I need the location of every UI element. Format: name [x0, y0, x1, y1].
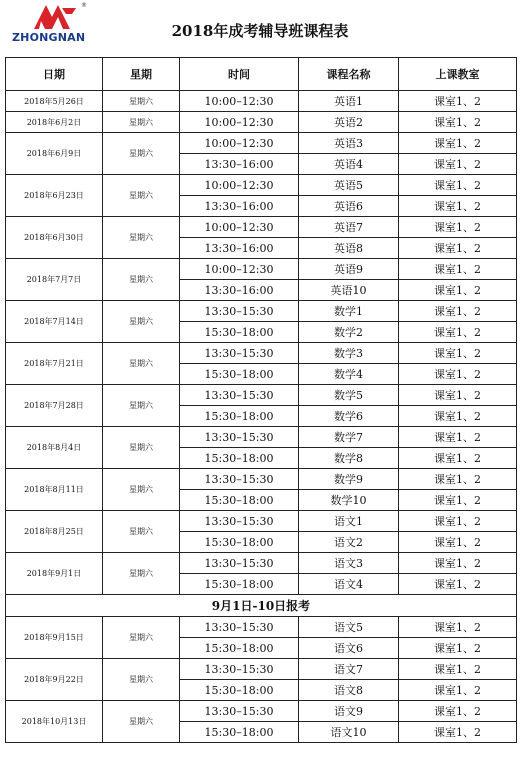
- time-cell: 13:30–16:00: [180, 280, 299, 301]
- time-cell: 13:30–15:30: [180, 553, 299, 574]
- table-row: [6, 469, 517, 490]
- course-cell: 语文3: [299, 553, 399, 574]
- time-cell: 13:30–15:30: [180, 701, 299, 722]
- room-cell: 课室1、2: [399, 154, 517, 175]
- room-cell: 课室1、2: [399, 659, 517, 680]
- course-cell: 数学2: [299, 322, 399, 343]
- weekday-cell: 星期六: [103, 217, 180, 259]
- time-cell: 15:30–18:00: [180, 722, 299, 743]
- time-cell: 10:00–12:30: [180, 175, 299, 196]
- course-cell: 语文5: [299, 617, 399, 638]
- weekday-cell: 星期六: [103, 385, 180, 427]
- course-cell: 语文4: [299, 574, 399, 595]
- date-cell: 2018年9月1日: [6, 553, 103, 595]
- weekday-cell: 星期六: [103, 511, 180, 553]
- time-cell: 15:30–18:00: [180, 364, 299, 385]
- date-cell: 2018年7月7日: [6, 259, 103, 301]
- course-cell: 英语1: [299, 91, 399, 112]
- date-cell: 2018年7月14日: [6, 301, 103, 343]
- time-cell: 13:30–15:30: [180, 659, 299, 680]
- course-cell: 英语8: [299, 238, 399, 259]
- header-time: 时间: [180, 58, 299, 91]
- room-cell: 课室1、2: [399, 574, 517, 595]
- room-cell: 课室1、2: [399, 532, 517, 553]
- weekday-cell: 星期六: [103, 343, 180, 385]
- time-cell: 10:00–12:30: [180, 112, 299, 133]
- room-cell: 课室1、2: [399, 112, 517, 133]
- table-row: [6, 385, 517, 406]
- room-cell: 课室1、2: [399, 469, 517, 490]
- schedule-table: [5, 57, 517, 743]
- room-cell: 课室1、2: [399, 280, 517, 301]
- table-header-row: [6, 58, 517, 91]
- room-cell: 课室1、2: [399, 701, 517, 722]
- time-cell: 15:30–18:00: [180, 406, 299, 427]
- room-cell: 课室1、2: [399, 322, 517, 343]
- time-cell: 13:30–15:30: [180, 427, 299, 448]
- table-row: [6, 301, 517, 322]
- course-cell: 英语10: [299, 280, 399, 301]
- room-cell: 课室1、2: [399, 722, 517, 743]
- header-weekday: 星期: [103, 58, 180, 91]
- notice-row: [6, 595, 517, 617]
- course-cell: 英语9: [299, 259, 399, 280]
- table-row: [6, 701, 517, 722]
- weekday-cell: 星期六: [103, 427, 180, 469]
- room-cell: 课室1、2: [399, 490, 517, 511]
- room-cell: 课室1、2: [399, 259, 517, 280]
- time-cell: 13:30–15:30: [180, 385, 299, 406]
- weekday-cell: 星期六: [103, 91, 180, 112]
- weekday-cell: 星期六: [103, 553, 180, 595]
- table-row: [6, 133, 517, 154]
- header-room: 上课教室: [399, 58, 517, 91]
- time-cell: 15:30–18:00: [180, 574, 299, 595]
- course-cell: 语文7: [299, 659, 399, 680]
- course-cell: 语文1: [299, 511, 399, 532]
- weekday-cell: 星期六: [103, 112, 180, 133]
- time-cell: 10:00–12:30: [180, 133, 299, 154]
- weekday-cell: 星期六: [103, 469, 180, 511]
- logo-text: ZHONGNAN: [12, 31, 86, 44]
- date-cell: 2018年5月26日: [6, 91, 103, 112]
- date-cell: 2018年6月9日: [6, 133, 103, 175]
- header-course: 课程名称: [299, 58, 399, 91]
- room-cell: 课室1、2: [399, 175, 517, 196]
- date-cell: 2018年6月23日: [6, 175, 103, 217]
- weekday-cell: 星期六: [103, 301, 180, 343]
- room-cell: 课室1、2: [399, 448, 517, 469]
- date-cell: 2018年6月30日: [6, 217, 103, 259]
- date-cell: 2018年7月21日: [6, 343, 103, 385]
- time-cell: 15:30–18:00: [180, 638, 299, 659]
- room-cell: 课室1、2: [399, 511, 517, 532]
- weekday-cell: 星期六: [103, 259, 180, 301]
- course-cell: 英语6: [299, 196, 399, 217]
- weekday-cell: 星期六: [103, 659, 180, 701]
- course-cell: 英语7: [299, 217, 399, 238]
- time-cell: 10:00–12:30: [180, 259, 299, 280]
- time-cell: 15:30–18:00: [180, 532, 299, 553]
- date-cell: 2018年6月2日: [6, 112, 103, 133]
- room-cell: 课室1、2: [399, 364, 517, 385]
- table-row: [6, 91, 517, 112]
- course-cell: 数学5: [299, 385, 399, 406]
- weekday-cell: 星期六: [103, 617, 180, 659]
- time-cell: 15:30–18:00: [180, 490, 299, 511]
- room-cell: 课室1、2: [399, 238, 517, 259]
- time-cell: 13:30–15:30: [180, 511, 299, 532]
- time-cell: 15:30–18:00: [180, 680, 299, 701]
- time-cell: 13:30–15:30: [180, 301, 299, 322]
- time-cell: 13:30–16:00: [180, 154, 299, 175]
- room-cell: 课室1、2: [399, 343, 517, 364]
- table-row: [6, 217, 517, 238]
- room-cell: 课室1、2: [399, 196, 517, 217]
- time-cell: 13:30–15:30: [180, 617, 299, 638]
- time-cell: 13:30–16:00: [180, 196, 299, 217]
- course-cell: 数学3: [299, 343, 399, 364]
- table-row: [6, 259, 517, 280]
- header-date: 日期: [6, 58, 103, 91]
- time-cell: 13:30–15:30: [180, 469, 299, 490]
- course-cell: 数学10: [299, 490, 399, 511]
- time-cell: 10:00–12:30: [180, 91, 299, 112]
- room-cell: 课室1、2: [399, 406, 517, 427]
- table-row: [6, 175, 517, 196]
- room-cell: 课室1、2: [399, 427, 517, 448]
- schedule-body: [6, 91, 517, 743]
- table-row: [6, 343, 517, 364]
- room-cell: 课室1、2: [399, 385, 517, 406]
- page-title: 2018年成考辅导班课程表: [171, 22, 349, 40]
- room-cell: 课室1、2: [399, 638, 517, 659]
- course-cell: 数学8: [299, 448, 399, 469]
- weekday-cell: 星期六: [103, 701, 180, 743]
- course-cell: 语文2: [299, 532, 399, 553]
- date-cell: 2018年9月15日: [6, 617, 103, 659]
- course-cell: 英语2: [299, 112, 399, 133]
- course-cell: 语文10: [299, 722, 399, 743]
- table-row: [6, 427, 517, 448]
- course-cell: 英语3: [299, 133, 399, 154]
- time-cell: 10:00–12:30: [180, 217, 299, 238]
- course-cell: 语文9: [299, 701, 399, 722]
- date-cell: 2018年8月11日: [6, 469, 103, 511]
- room-cell: 课室1、2: [399, 553, 517, 574]
- table-row: [6, 617, 517, 638]
- time-cell: 15:30–18:00: [180, 448, 299, 469]
- course-cell: 数学9: [299, 469, 399, 490]
- room-cell: 课室1、2: [399, 133, 517, 154]
- date-cell: 2018年9月22日: [6, 659, 103, 701]
- date-cell: 2018年8月25日: [6, 511, 103, 553]
- room-cell: 课室1、2: [399, 217, 517, 238]
- registered-mark: ®: [81, 2, 87, 9]
- course-cell: 数学7: [299, 427, 399, 448]
- table-row: [6, 511, 517, 532]
- course-cell: 英语4: [299, 154, 399, 175]
- table-row: [6, 659, 517, 680]
- time-cell: 13:30–16:00: [180, 238, 299, 259]
- room-cell: 课室1、2: [399, 91, 517, 112]
- course-cell: 语文6: [299, 638, 399, 659]
- time-cell: 15:30–18:00: [180, 322, 299, 343]
- table-row: [6, 553, 517, 574]
- registration-notice: 9月1日-10日报考: [6, 595, 517, 617]
- date-cell: 2018年7月28日: [6, 385, 103, 427]
- course-cell: 数学1: [299, 301, 399, 322]
- weekday-cell: 星期六: [103, 133, 180, 175]
- date-cell: 2018年8月4日: [6, 427, 103, 469]
- time-cell: 13:30–15:30: [180, 343, 299, 364]
- room-cell: 课室1、2: [399, 680, 517, 701]
- course-cell: 数学6: [299, 406, 399, 427]
- course-cell: 英语5: [299, 175, 399, 196]
- room-cell: 课室1、2: [399, 301, 517, 322]
- date-cell: 2018年10月13日: [6, 701, 103, 743]
- room-cell: 课室1、2: [399, 617, 517, 638]
- table-row: [6, 112, 517, 133]
- weekday-cell: 星期六: [103, 175, 180, 217]
- course-cell: 数学4: [299, 364, 399, 385]
- course-cell: 语文8: [299, 680, 399, 701]
